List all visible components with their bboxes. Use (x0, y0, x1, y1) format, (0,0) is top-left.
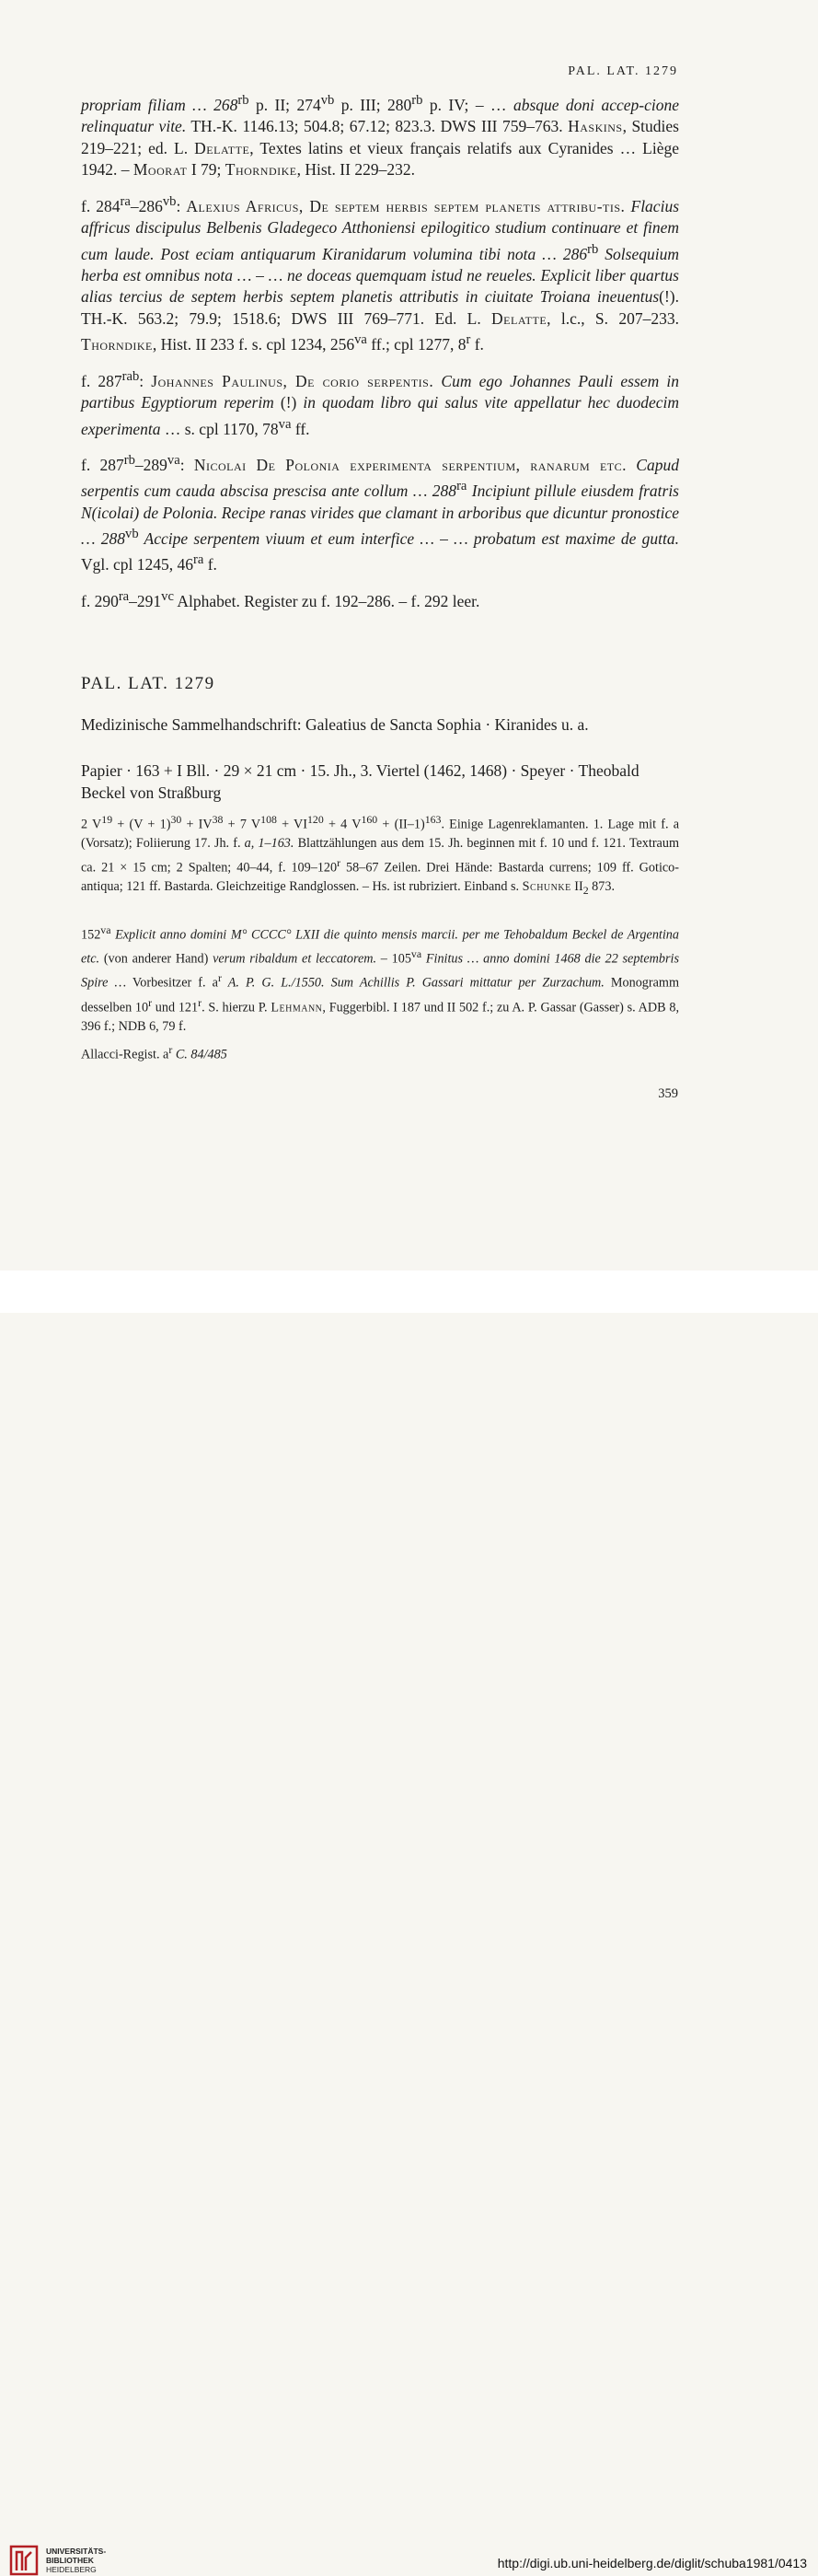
running-head: PAL. LAT. 1279 (568, 64, 678, 78)
text-span: Explicit anno domini M° CCCC° LXII die quinto mensis marcii. per me Tehobaldum Beckel de Argentina etc. (81, 927, 679, 967)
text-span: ff. (291, 419, 310, 438)
folio-superscript: va (278, 416, 292, 432)
text-span: … s. cpl 1170, 78 (160, 419, 279, 438)
subscript: 2 (582, 883, 589, 897)
paragraph-johannes-paulinus (81, 366, 679, 440)
text-span: f. 287 (81, 371, 122, 390)
folio-superscript: r (148, 995, 153, 1009)
text-span: : (139, 371, 152, 390)
author-name: Moorat (132, 160, 188, 180)
folio-superscript: 163 (424, 813, 442, 826)
provenance-paragraph (81, 921, 679, 1036)
text-span: : (179, 455, 194, 474)
text-span: , Studies 219–221; ed. L. (81, 117, 679, 157)
text-span: – 105 (376, 951, 411, 967)
text-span: + 7 V (223, 817, 261, 832)
text-span: f. (203, 555, 217, 574)
folio-superscript: 108 (260, 813, 277, 826)
folio-superscript: ra (193, 552, 204, 568)
text-span: in quodam libro qui salus vite appellatur hec duodecim experimenta (81, 393, 679, 438)
entry-physical-description: Papier · 163 + I Bll. · 29 × 21 cm · 15. Jh., 3. Viertel (1462, 1468) · Speyer · Theobald Beckel von Straßburg (81, 761, 639, 802)
text-span: ff.; cpl 1277, 8 (366, 335, 467, 354)
folio-superscript: r (168, 1043, 173, 1056)
folio-superscript: 19 (101, 813, 113, 826)
folio-superscript: vc (161, 588, 174, 604)
text-span: f. 284 (81, 196, 121, 215)
text-span: –291 (129, 591, 162, 610)
text-span: –289 (134, 455, 167, 474)
folio-superscript: 120 (307, 813, 324, 826)
folio-superscript: rb (587, 241, 599, 257)
text-span: . S. hierzu P. (202, 1000, 271, 1015)
entry-heading: PAL. LAT. 1279 (81, 674, 215, 693)
text-span: + VI (276, 817, 308, 832)
footer-bar (0, 1271, 818, 2574)
folio-superscript: r (466, 332, 471, 348)
work-title: Nicolai De Polonia experimenta serpentium, ranarum etc. (193, 455, 627, 474)
text-span: f. 287 (81, 455, 124, 474)
library-name-line: UNIVERSITÄTS- (46, 2547, 107, 2556)
collation-paragraph (81, 810, 679, 899)
text-span: , l.c., S. 207–233. (547, 308, 679, 328)
document-page (0, 0, 818, 1271)
folio-superscript: vb (162, 193, 177, 209)
folio-superscript: vb (320, 93, 335, 108)
folio-superscript: 38 (212, 813, 224, 826)
author-name: Delatte (491, 308, 547, 328)
text-span: 152 (81, 927, 101, 943)
text-span: I 79; (187, 160, 225, 180)
folio-superscript: 160 (361, 813, 378, 826)
text-span: Blattzählungen aus dem 15. Jh. beginnen mit f. 10 und f. 121. Textraum ca. 21 × 15 cm; 2 Spalten; 40–44, f. 109–120 (81, 836, 679, 876)
text-span: p. IV; – … (422, 95, 513, 114)
folio-superscript: rb (123, 452, 135, 468)
work-title: Johannes Paulinus, De corio serpentis. (151, 371, 434, 390)
folio-superscript: va (100, 923, 111, 936)
text-span: , Fuggerbibl. I 187 und II 502 f.; zu A. P. Gassar (Gasser) s. ADB 8, 396 f.; NDB 6, 79 f. (81, 1000, 679, 1034)
paragraph-nicolai-de-polonia (81, 450, 679, 576)
text-span: absque doni accep-cione relinquatur vite. (81, 95, 679, 136)
folio-superscript: r (337, 855, 341, 869)
folio-superscript: r (217, 971, 222, 985)
paragraph-alphabet-register (81, 586, 679, 612)
text-span: 58–67 Zeilen. Drei Hände: Bastarda currens; 109 ff. Gotico-antiqua; 121 ff. Bastarda. Gleichzeitige Randglossen. – Hs. ist rubriziert. Einband s. (81, 860, 679, 894)
folio-superscript: rb (237, 93, 249, 108)
author-name: Schunke (522, 878, 571, 894)
folio-superscript: vb (125, 527, 139, 542)
author-name: Haskins (568, 117, 623, 136)
text-span: –286 (130, 196, 163, 215)
folio-superscript: va (354, 332, 367, 348)
folio-superscript: rab (121, 368, 140, 384)
text-span: . Einige Lagenreklamanten. 1. Lage mit f. a (Vorsatz); Foliierung 17. Jh. f. (81, 817, 679, 852)
text-span: f. 290 (81, 591, 119, 610)
folio-superscript: va (167, 452, 180, 468)
text-span: Accipe serpentem viuum et eum interfice … – … probatum est maxime de gutta. (138, 528, 679, 548)
text-span: Allacci-Regist. a (81, 1047, 169, 1062)
folio-superscript: ra (456, 479, 467, 494)
text-span: (!). TH.-K. 563.2; 79.9; 1518.6; DWS III 769–771. Ed. L. (81, 287, 679, 328)
paragraph-alexius-africus (81, 191, 679, 356)
text-span: Vorbesitzer f. a (126, 976, 218, 992)
text-span: propriam filiam … 268 (81, 95, 238, 114)
paragraph-incipit-end (81, 90, 679, 181)
folio-superscript: ra (120, 193, 131, 209)
text-span: p. III; 280 (334, 95, 412, 114)
text-span: + (II–1) (377, 817, 425, 832)
author-name: Thorndike (81, 335, 153, 354)
text-span: , Textes latins et vieux français relatifs aux Cyranides … Liège 1942. – (81, 138, 679, 180)
work-title: Alexius Africus, De septem herbis septem planetis attribu-tis. (186, 196, 626, 215)
text-span: A. P. G. L./1550. Sum Achillis P. Gassari mittatur per Zurzachum. (221, 976, 605, 992)
text-span: + IV (181, 817, 213, 832)
text-span: II (570, 878, 583, 894)
folio-superscript: va (410, 947, 422, 961)
text-span: Incipiunt pillule eiusdem fratris N(icolai) de Polonia. Recipe ranas virides que clamant in arboribus que dicuntur pronostice … 288 (81, 482, 679, 548)
text-span: und 121 (152, 1000, 199, 1015)
text-span: C. 84/485 (172, 1047, 227, 1062)
folio-superscript: r (198, 995, 202, 1009)
text-span: + 4 V (323, 817, 362, 832)
author-name: Lehmann (271, 1000, 323, 1015)
text-span: TH.-K. 1146.13; 504.8; 67.12; 823.3. DWS III 759–763. (186, 117, 569, 136)
text-span: , Hist. II 229–232. (296, 160, 415, 180)
folio-superscript: rb (411, 93, 423, 108)
folio-superscript: 30 (170, 813, 182, 826)
permalink-url[interactable]: http://digi.ub.uni-heidelberg.de/diglit/schuba1981/0413 (497, 2556, 807, 2570)
author-name: Thorndike (225, 160, 297, 180)
previous-entry-continuation (81, 90, 679, 612)
entry-subtitle: Medizinische Sammelhandschrift: Galeatius de Sancta Sophia · Kiranides u. a. (81, 715, 589, 734)
library-name (46, 2547, 106, 2574)
text-span: + (V + 1) (112, 817, 171, 832)
text-span: Cum ego Johannes Pauli essem in partibus Egyptiorum reperim (81, 371, 679, 412)
text-span: Solsequium herba est omnibus nota … – … ne doceas quemquam istud ne reueles. Explicit liber quartus alias tercius de septem herbis septem planetis attributis in ciuitate Troiana ineuentus (81, 244, 679, 307)
text-span: 873. (588, 878, 615, 894)
text-span: verum ribaldum et leccatorem. (213, 951, 377, 967)
allacci-register (81, 1043, 227, 1063)
text-span: Alphabet. Register zu f. 192–286. – f. 292 leer. (173, 591, 480, 610)
page-number: 359 (658, 1086, 678, 1101)
text-span: f. (470, 335, 484, 354)
text-span: (von anderer Hand) (99, 951, 213, 967)
text-span: : (176, 196, 187, 215)
text-span: p. II; 274 (248, 95, 321, 114)
text-span: Flacius affricus discipulus Belbenis Gladegeco Atthoniensi epilogitico studium continuare et finem cum laude. Post eciam antiquarum Kiranidarum volumina tibi nota … 286 (81, 196, 679, 263)
text-span: (!) (273, 393, 304, 412)
author-name: Delatte (194, 138, 250, 157)
text-span: a, 1–163. (244, 836, 294, 852)
text-span: , Hist. II 233 f. s. cpl 1234, 256 (152, 335, 355, 354)
library-name-line: BIBLIOTHEK (46, 2556, 94, 2565)
library-logo-icon (9, 2545, 39, 2576)
text-span: 2 V (81, 817, 102, 832)
text-span: Finitus … anno domini 1468 die 22 septembris Spire … (81, 951, 679, 992)
text-span: Vgl. cpl 1245, 46 (81, 555, 194, 574)
library-name-line: HEIDELBERG (46, 2565, 97, 2574)
folio-superscript: ra (118, 588, 130, 604)
text-span: Capud serpentis cum cauda abscisa prescisa ante collum … 288 (81, 455, 679, 501)
text-span: Monogramm desselben 10 (81, 976, 679, 1015)
